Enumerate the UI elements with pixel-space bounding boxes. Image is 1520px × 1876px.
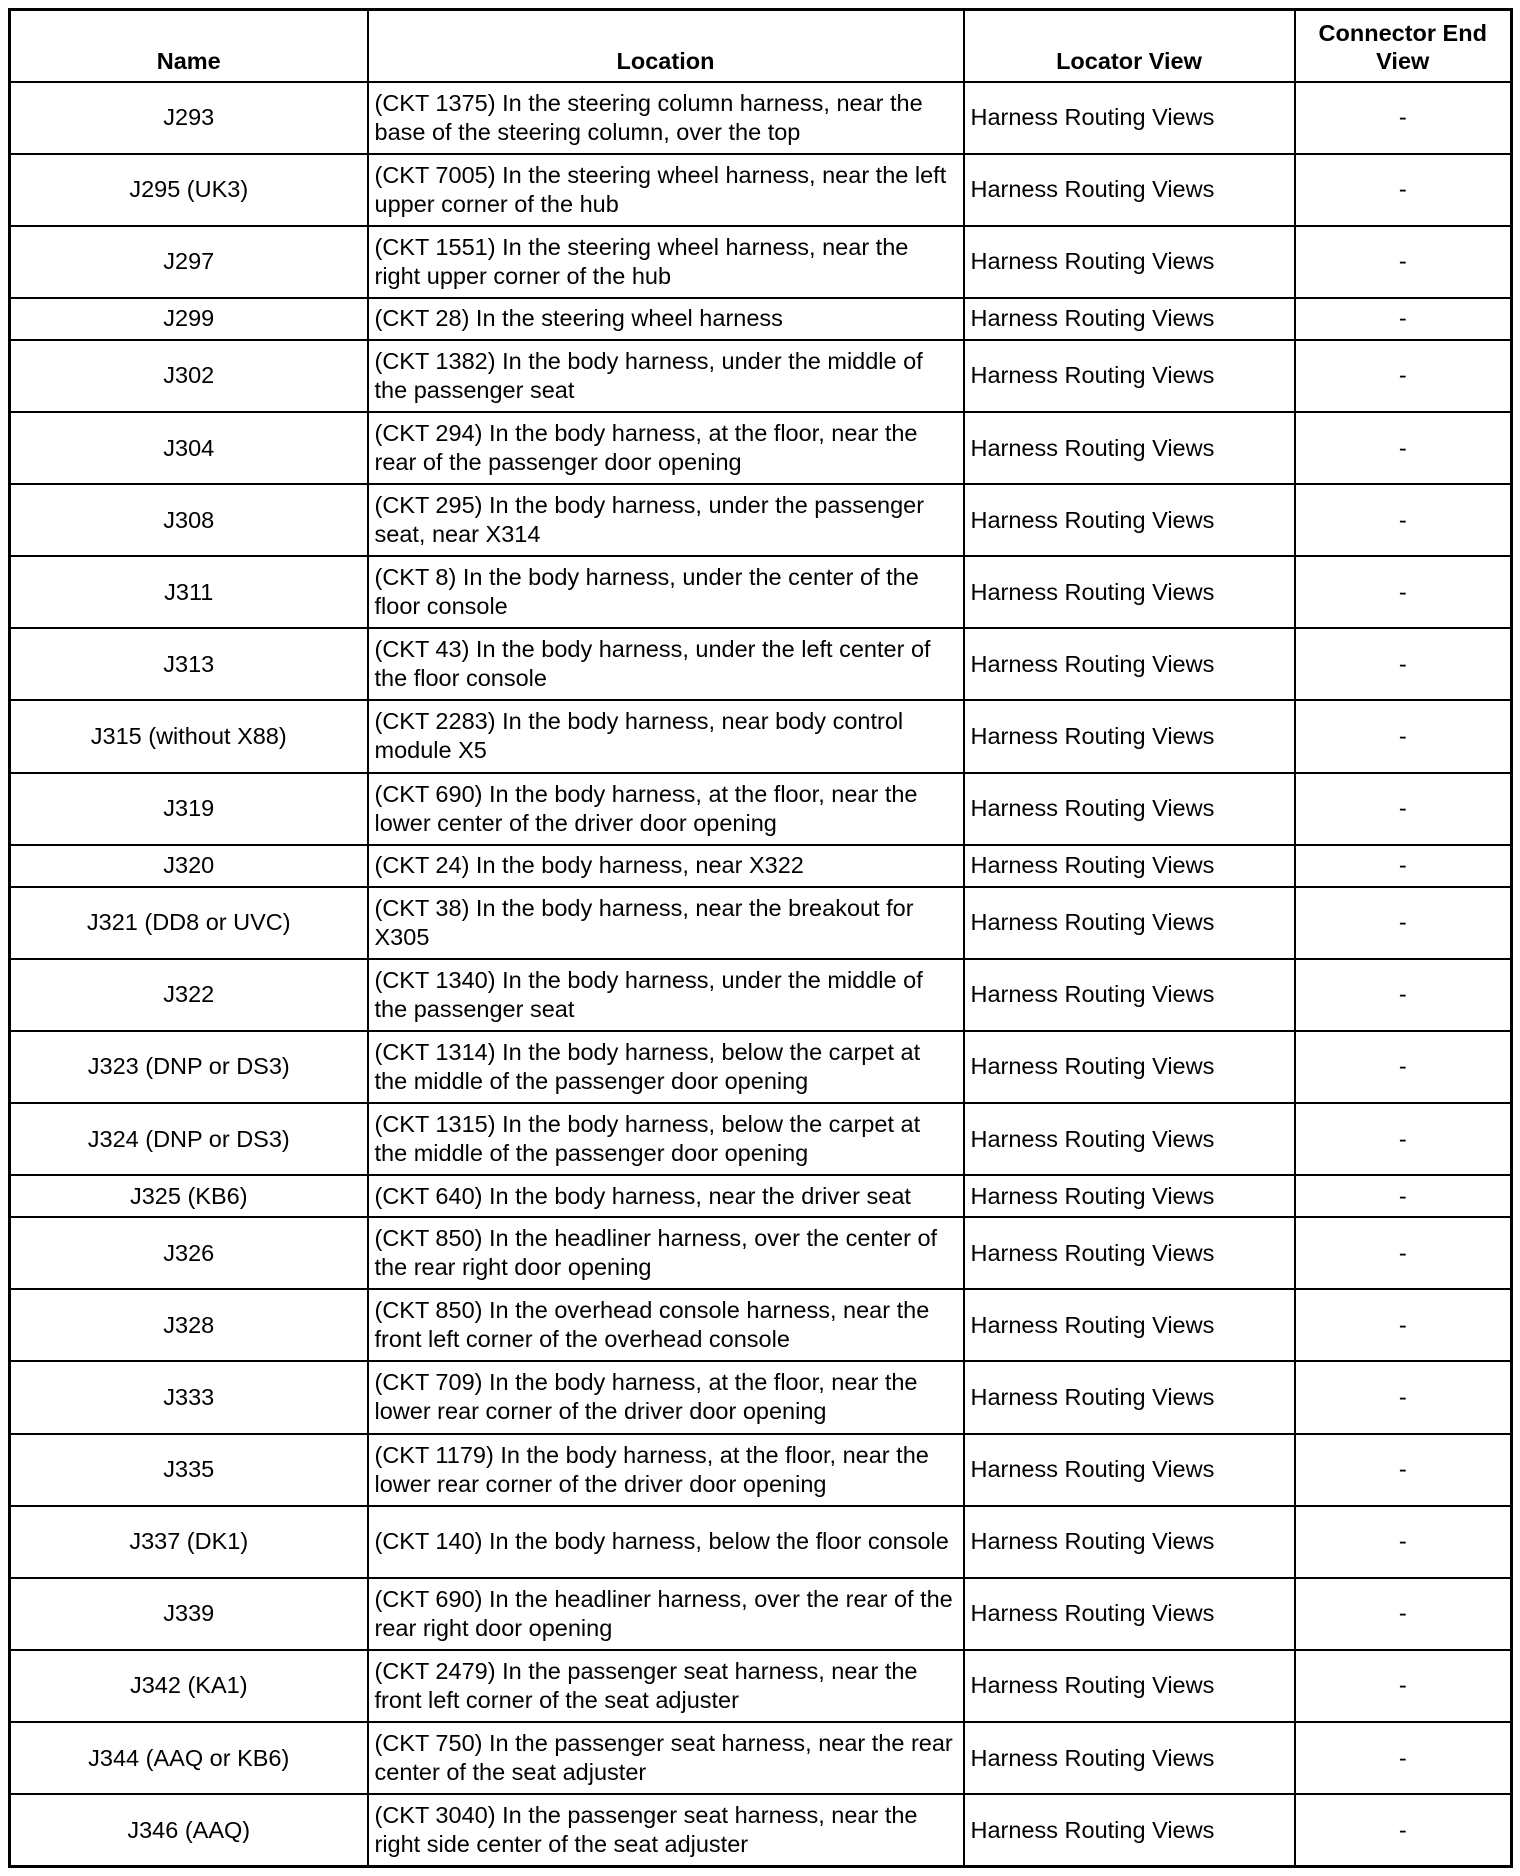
row-location-cell: (CKT 850) In the overhead console harness, near the front left corner of the overhead console <box>368 1289 964 1361</box>
row-location-cell: (CKT 1375) In the steering column harness, near the base of the steering column, over the top <box>368 82 964 154</box>
row-name-cell: J326 <box>10 1217 368 1289</box>
row-location-cell: (CKT 1315) In the body harness, below the carpet at the middle of the passenger door opening <box>368 1103 964 1175</box>
row-name-cell: J308 <box>10 484 368 556</box>
row-location-cell: (CKT 1382) In the body harness, under the middle of the passenger seat <box>368 340 964 412</box>
row-locator-view-cell: Harness Routing Views <box>964 1794 1295 1866</box>
row-location-cell: (CKT 1314) In the body harness, below the carpet at the middle of the passenger door opening <box>368 1031 964 1103</box>
row-connector-end-view-cell: - <box>1295 1175 1512 1217</box>
table-row <box>10 1794 1512 1866</box>
row-name-cell: J323 (DNP or DS3) <box>10 1031 368 1103</box>
table-row <box>10 887 1512 959</box>
table-row <box>10 226 1512 298</box>
row-location-cell: (CKT 8) In the body harness, under the center of the floor console <box>368 556 964 628</box>
row-connector-end-view-cell: - <box>1295 298 1512 340</box>
table-row <box>10 1722 1512 1794</box>
row-location-cell: (CKT 24) In the body harness, near X322 <box>368 845 964 887</box>
row-locator-view-cell: Harness Routing Views <box>964 700 1295 772</box>
table-row <box>10 1361 1512 1433</box>
row-connector-end-view-cell: - <box>1295 154 1512 226</box>
table-row <box>10 556 1512 628</box>
row-location-cell: (CKT 850) In the headliner harness, over the center of the rear right door opening <box>368 1217 964 1289</box>
splice-location-table <box>8 8 1513 1868</box>
row-name-cell: J344 (AAQ or KB6) <box>10 1722 368 1794</box>
table-row <box>10 412 1512 484</box>
table-row <box>10 1175 1512 1217</box>
row-name-cell: J325 (KB6) <box>10 1175 368 1217</box>
table-row <box>10 484 1512 556</box>
row-name-cell: J293 <box>10 82 368 154</box>
row-connector-end-view-cell: - <box>1295 1361 1512 1433</box>
row-location-cell: (CKT 690) In the headliner harness, over the rear of the rear right door opening <box>368 1578 964 1650</box>
row-location-cell: (CKT 1340) In the body harness, under the middle of the passenger seat <box>368 959 964 1031</box>
row-name-cell: J297 <box>10 226 368 298</box>
row-locator-view-cell: Harness Routing Views <box>964 1103 1295 1175</box>
row-name-cell: J337 (DK1) <box>10 1506 368 1578</box>
row-locator-view-cell: Harness Routing Views <box>964 845 1295 887</box>
row-locator-view-cell: Harness Routing Views <box>964 1289 1295 1361</box>
row-connector-end-view-cell: - <box>1295 1031 1512 1103</box>
row-connector-end-view-cell: - <box>1295 556 1512 628</box>
header-location: Location <box>368 10 964 82</box>
row-connector-end-view-cell: - <box>1295 340 1512 412</box>
row-name-cell: J342 (KA1) <box>10 1650 368 1722</box>
row-locator-view-cell: Harness Routing Views <box>964 1650 1295 1722</box>
table-body <box>10 82 1512 1867</box>
table-row <box>10 628 1512 700</box>
row-locator-view-cell: Harness Routing Views <box>964 628 1295 700</box>
row-locator-view-cell: Harness Routing Views <box>964 1506 1295 1578</box>
row-name-cell: J311 <box>10 556 368 628</box>
header-name: Name <box>10 10 368 82</box>
table-header-row <box>10 10 1512 82</box>
row-connector-end-view-cell: - <box>1295 1794 1512 1866</box>
row-location-cell: (CKT 38) In the body harness, near the breakout for X305 <box>368 887 964 959</box>
row-name-cell: J295 (UK3) <box>10 154 368 226</box>
row-locator-view-cell: Harness Routing Views <box>964 959 1295 1031</box>
table-row <box>10 1103 1512 1175</box>
row-locator-view-cell: Harness Routing Views <box>964 1175 1295 1217</box>
row-connector-end-view-cell: - <box>1295 1289 1512 1361</box>
row-connector-end-view-cell: - <box>1295 484 1512 556</box>
row-locator-view-cell: Harness Routing Views <box>964 82 1295 154</box>
row-connector-end-view-cell: - <box>1295 1506 1512 1578</box>
row-connector-end-view-cell: - <box>1295 773 1512 845</box>
row-connector-end-view-cell: - <box>1295 959 1512 1031</box>
header-connector-end-view: Connector End View <box>1295 10 1512 82</box>
row-name-cell: J313 <box>10 628 368 700</box>
row-locator-view-cell: Harness Routing Views <box>964 1722 1295 1794</box>
row-name-cell: J333 <box>10 1361 368 1433</box>
table-row <box>10 700 1512 772</box>
row-connector-end-view-cell: - <box>1295 82 1512 154</box>
row-location-cell: (CKT 140) In the body harness, below the floor console <box>368 1506 964 1578</box>
row-connector-end-view-cell: - <box>1295 700 1512 772</box>
row-name-cell: J346 (AAQ) <box>10 1794 368 1866</box>
row-locator-view-cell: Harness Routing Views <box>964 412 1295 484</box>
row-locator-view-cell: Harness Routing Views <box>964 1578 1295 1650</box>
row-location-cell: (CKT 43) In the body harness, under the left center of the floor console <box>368 628 964 700</box>
row-connector-end-view-cell: - <box>1295 845 1512 887</box>
row-location-cell: (CKT 1551) In the steering wheel harness, near the right upper corner of the hub <box>368 226 964 298</box>
row-connector-end-view-cell: - <box>1295 1722 1512 1794</box>
table-row <box>10 154 1512 226</box>
header-locator-view: Locator View <box>964 10 1295 82</box>
row-locator-view-cell: Harness Routing Views <box>964 1217 1295 1289</box>
row-name-cell: J321 (DD8 or UVC) <box>10 887 368 959</box>
row-name-cell: J315 (without X88) <box>10 700 368 772</box>
row-connector-end-view-cell: - <box>1295 412 1512 484</box>
row-connector-end-view-cell: - <box>1295 1103 1512 1175</box>
row-locator-view-cell: Harness Routing Views <box>964 1434 1295 1506</box>
row-connector-end-view-cell: - <box>1295 1578 1512 1650</box>
row-location-cell: (CKT 750) In the passenger seat harness, near the rear center of the seat adjuster <box>368 1722 964 1794</box>
row-location-cell: (CKT 709) In the body harness, at the floor, near the lower rear corner of the driver door opening <box>368 1361 964 1433</box>
row-name-cell: J319 <box>10 773 368 845</box>
row-connector-end-view-cell: - <box>1295 226 1512 298</box>
row-locator-view-cell: Harness Routing Views <box>964 298 1295 340</box>
row-name-cell: J304 <box>10 412 368 484</box>
row-connector-end-view-cell: - <box>1295 887 1512 959</box>
row-name-cell: J324 (DNP or DS3) <box>10 1103 368 1175</box>
table-row <box>10 82 1512 154</box>
row-connector-end-view-cell: - <box>1295 1217 1512 1289</box>
row-location-cell: (CKT 2479) In the passenger seat harness, near the front left corner of the seat adjuster <box>368 1650 964 1722</box>
row-location-cell: (CKT 1179) In the body harness, at the floor, near the lower rear corner of the driver door opening <box>368 1434 964 1506</box>
row-locator-view-cell: Harness Routing Views <box>964 556 1295 628</box>
table-row <box>10 1289 1512 1361</box>
row-locator-view-cell: Harness Routing Views <box>964 226 1295 298</box>
row-locator-view-cell: Harness Routing Views <box>964 1031 1295 1103</box>
row-name-cell: J320 <box>10 845 368 887</box>
row-connector-end-view-cell: - <box>1295 1650 1512 1722</box>
row-locator-view-cell: Harness Routing Views <box>964 340 1295 412</box>
row-location-cell: (CKT 28) In the steering wheel harness <box>368 298 964 340</box>
table-row <box>10 959 1512 1031</box>
row-locator-view-cell: Harness Routing Views <box>964 1361 1295 1433</box>
table-row <box>10 1434 1512 1506</box>
row-connector-end-view-cell: - <box>1295 628 1512 700</box>
row-location-cell: (CKT 3040) In the passenger seat harness, near the right side center of the seat adjuster <box>368 1794 964 1866</box>
table-row <box>10 298 1512 340</box>
row-location-cell: (CKT 690) In the body harness, at the floor, near the lower center of the driver door opening <box>368 773 964 845</box>
row-location-cell: (CKT 295) In the body harness, under the passenger seat, near X314 <box>368 484 964 556</box>
row-name-cell: J339 <box>10 1578 368 1650</box>
table-row <box>10 1031 1512 1103</box>
row-locator-view-cell: Harness Routing Views <box>964 484 1295 556</box>
row-locator-view-cell: Harness Routing Views <box>964 154 1295 226</box>
table-row <box>10 845 1512 887</box>
row-location-cell: (CKT 294) In the body harness, at the floor, near the rear of the passenger door opening <box>368 412 964 484</box>
row-locator-view-cell: Harness Routing Views <box>964 773 1295 845</box>
row-location-cell: (CKT 2283) In the body harness, near body control module X5 <box>368 700 964 772</box>
table-row <box>10 1217 1512 1289</box>
table-row <box>10 1650 1512 1722</box>
table-row <box>10 1506 1512 1578</box>
row-name-cell: J302 <box>10 340 368 412</box>
row-name-cell: J299 <box>10 298 368 340</box>
row-location-cell: (CKT 640) In the body harness, near the driver seat <box>368 1175 964 1217</box>
table-row <box>10 340 1512 412</box>
table-row <box>10 1578 1512 1650</box>
row-name-cell: J335 <box>10 1434 368 1506</box>
row-name-cell: J328 <box>10 1289 368 1361</box>
row-locator-view-cell: Harness Routing Views <box>964 887 1295 959</box>
row-connector-end-view-cell: - <box>1295 1434 1512 1506</box>
row-name-cell: J322 <box>10 959 368 1031</box>
row-location-cell: (CKT 7005) In the steering wheel harness, near the left upper corner of the hub <box>368 154 964 226</box>
table-row <box>10 773 1512 845</box>
